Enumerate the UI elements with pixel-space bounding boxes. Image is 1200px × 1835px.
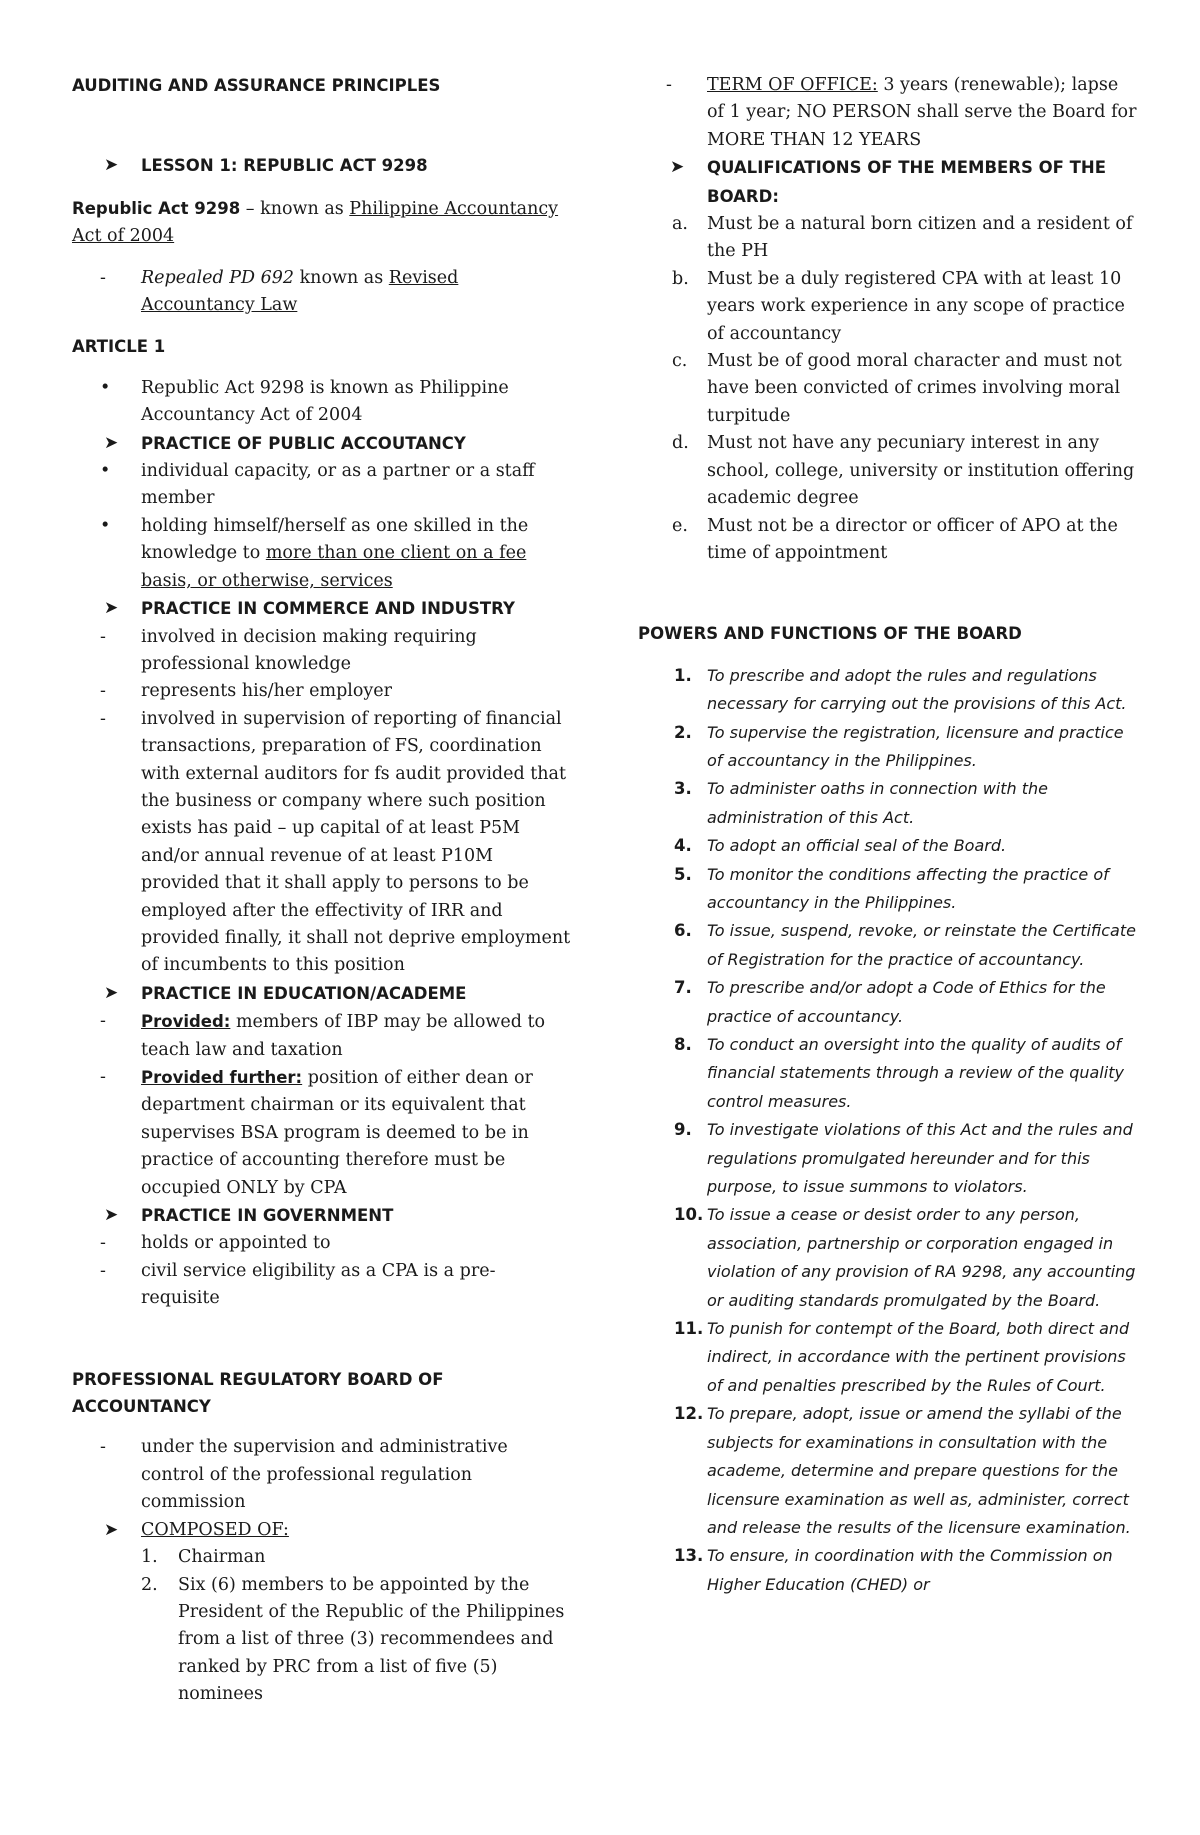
item-text: To monitor the conditions affecting the practice of accountancy in the Philippines. — [707, 864, 1109, 912]
dash-bullet: - — [100, 1437, 106, 1458]
lesson-heading: ➤ LESSON 1: REPUBLIC ACT 9298 — [72, 152, 572, 180]
arrow-bullet-icon: ➤ — [104, 598, 119, 619]
item-text: position of either dean or department chairman or its equivalent that supervises BSA program is deemed to be in practice of accounting therefore must be occupied ONLY by CPA — [141, 1068, 533, 1198]
powers-list — [638, 662, 1138, 1599]
item-number: 13. — [674, 1546, 704, 1566]
item-text: To prescribe and/or adopt a Code of Ethics for the practice of accountancy. — [707, 978, 1106, 1026]
item-text: holds or appointed to — [141, 1233, 331, 1254]
dash-bullet: - — [666, 75, 672, 95]
power-item — [638, 1315, 1138, 1400]
qualification-item — [638, 211, 1138, 266]
item-text: To issue, suspend, revoke, or reinstate the Certificate of Registration for the practice of accountancy. — [707, 921, 1136, 969]
item-number: 8. — [674, 1035, 692, 1054]
item-label: Provided: — [141, 1012, 231, 1032]
item-number: 1. — [141, 1547, 158, 1568]
arrow-bullet-icon: ➤ — [670, 157, 685, 178]
item-number: 5. — [674, 864, 692, 884]
composed-item — [72, 1572, 572, 1709]
item-number: 3. — [674, 779, 692, 799]
list-item — [72, 1064, 572, 1202]
subheading-text: PRACTICE IN EDUCATION/ACADEME — [141, 983, 467, 1003]
section-subheading — [72, 430, 572, 458]
item-letter: c. — [672, 351, 688, 372]
dash-bullet: - — [100, 708, 106, 729]
item-text: holding himself/herself as one skilled in the knowledge to — [141, 515, 529, 564]
list-item — [72, 706, 572, 980]
left-column — [72, 0, 572, 1709]
arrow-bullet-icon: ➤ — [104, 155, 119, 176]
item-letter: b. — [672, 268, 689, 289]
item-text: To adopt an official seal of the Board. — [707, 836, 1007, 856]
section-subheading — [72, 1202, 572, 1230]
item-text: represents his/her employer — [141, 681, 393, 702]
item-letter: a. — [672, 214, 688, 235]
item-text: Republic Act 9298 is known as Philippine Accountancy Act of 2004 — [141, 377, 509, 426]
dash-bullet: - — [100, 1067, 106, 1087]
dash-bullet: - — [100, 1260, 106, 1281]
composed-item — [72, 1544, 572, 1571]
item-letter: e. — [672, 515, 688, 536]
arrow-bullet-icon: ➤ — [104, 982, 119, 1003]
item-text: members of IBP may be allowed to teach law and taxation — [141, 1012, 546, 1060]
item-text: To administer oaths in connection with the administration of this Act. — [707, 779, 1048, 827]
item-number: 1. — [674, 665, 692, 685]
arrow-bullet-icon: ➤ — [104, 1205, 119, 1226]
article-1-list — [72, 375, 572, 1313]
item-label: Provided further: — [141, 1068, 303, 1087]
item-text: Six (6) members to be appointed by the President of the Republic of the Philippines from a list of three (3) recommendees and ranked by PRC from a list of five (5) nominees — [178, 1574, 565, 1705]
list-item — [72, 1230, 572, 1257]
list-item — [72, 458, 572, 513]
power-item — [638, 832, 1138, 860]
power-item — [638, 1031, 1138, 1116]
item-number: 9. — [674, 1120, 692, 1140]
item-text: To ensure, in coordination with the Commission on Higher Education (CHED) or — [707, 1546, 1113, 1594]
item-text: involved in supervision of reporting of financial transactions, preparation of FS, coordination with external auditors for fs audit provided that the business or company where such position exists has paid – up capital of at least P5M and/or annual revenue of at least P10M provided that it shall apply to persons to be employed after the effectivity of IRR and provided finally, it shall not deprive employment of incumbents to this position — [141, 708, 571, 976]
arrow-bullet-icon: ➤ — [104, 1519, 119, 1540]
dash-bullet: - — [100, 1011, 106, 1032]
item-text: Must not have any pecuniary interest in any school, college, university or institution offering academic degree — [707, 433, 1135, 509]
power-item — [638, 1400, 1138, 1542]
dash-bullet: - — [100, 626, 106, 647]
power-item — [638, 861, 1138, 918]
item-text: To prepare, adopt, issue or amend the syllabi of the subjects for examinations in consultation with the academe, determine and prepare questions for the licensure examination as well as, administer, correct and release the results of the licensure examination. — [707, 1404, 1131, 1537]
qualification-item — [638, 430, 1138, 512]
item-text: Must not be a director or officer of APO at the time of appointment — [707, 515, 1118, 563]
item-number: 10. — [674, 1205, 704, 1225]
power-item — [638, 1542, 1138, 1599]
item-text: Must be a natural born citizen and a resident of the PH — [707, 214, 1133, 262]
power-item — [638, 917, 1138, 974]
powers-heading: POWERS AND FUNCTIONS OF THE BOARD — [638, 624, 1022, 644]
qualifications-list — [638, 211, 1138, 567]
section-subheading — [72, 595, 572, 623]
bullet-dot: • — [100, 515, 111, 536]
list-item — [72, 1008, 572, 1064]
list-item — [72, 678, 572, 705]
bullet-dot: • — [100, 461, 111, 482]
power-item — [638, 719, 1138, 776]
list-item — [72, 624, 572, 679]
item-text: involved in decision making requiring professional knowledge — [141, 626, 477, 674]
composed-list — [72, 1544, 572, 1708]
list-item — [72, 513, 572, 595]
item-text: Must be of good moral character and must not have been convicted of crimes involving moral turpitude — [707, 351, 1122, 426]
repealed-note: - Repealed PD 692 known as Revised Accountancy Law — [72, 265, 572, 320]
item-text: Must be a duly registered CPA with at least 10 years work experience in any scope of practice of accountancy — [707, 268, 1125, 344]
power-item — [638, 1201, 1138, 1315]
item-text: To prescribe and adopt the rules and regulations necessary for carrying out the provisions of this Act. — [707, 665, 1127, 714]
item-number: 6. — [674, 921, 692, 941]
qualifications-heading: ➤ QUALIFICATIONS OF THE MEMBERS OF THE BOARD: — [638, 154, 1138, 211]
board-heading: PROFESSIONAL REGULATORY BOARD OF ACCOUNTANCY — [72, 1369, 444, 1417]
ra-intro: Republic Act 9298 – known as Philippine Accountancy Act of 2004 — [72, 198, 559, 247]
section-subheading — [72, 980, 572, 1008]
document-title: AUDITING AND ASSURANCE PRINCIPLES — [72, 76, 441, 95]
item-number: 7. — [674, 978, 692, 998]
right-column — [638, 0, 1138, 1599]
arrow-bullet-icon: ➤ — [104, 432, 119, 453]
power-item — [638, 775, 1138, 832]
term-of-office: - TERM OF OFFICE: 3 years (renewable); lapse of 1 year; NO PERSON shall serve the Board for MORE THAN 12 YEARS — [638, 72, 1138, 154]
subheading-text: PRACTICE IN COMMERCE AND INDUSTRY — [141, 599, 515, 619]
power-item — [638, 1116, 1138, 1201]
power-item — [638, 974, 1138, 1031]
item-text: To supervise the registration, licensure and practice of accountancy in the Philippines. — [707, 722, 1124, 770]
item-underlined-text: more than one client on a fee basis, or otherwise, services — [141, 543, 527, 591]
item-number: 11. — [674, 1319, 704, 1339]
composed-heading: ➤ COMPOSED OF: — [72, 1517, 572, 1544]
board-note: - under the supervision and administrative control of the professional regulation commission — [72, 1434, 572, 1516]
item-text: To punish for contempt of the Board, both direct and indirect, in accordance with the pertinent provisions of and penalties prescribed by the Rules of Court. — [707, 1319, 1130, 1395]
subheading-text: PRACTICE OF PUBLIC ACCOUTANCY — [141, 433, 466, 453]
subheading-text: PRACTICE IN GOVERNMENT — [141, 1206, 394, 1226]
dash-bullet: - — [100, 681, 106, 702]
item-letter: d. — [672, 433, 689, 454]
article-1-heading: ARTICLE 1 — [72, 337, 166, 357]
item-number: 2. — [141, 1574, 158, 1595]
item-text: To conduct an oversight into the quality of audits of financial statements through a review of the quality control measures. — [707, 1035, 1124, 1111]
item-number: 4. — [674, 836, 692, 856]
list-item — [72, 1258, 572, 1313]
item-text: To issue a cease or desist order to any person, association, partnership or corporation engaged in violation of any provision of RA 9298, any accounting or auditing standards promulgated by the Board. — [707, 1205, 1136, 1310]
item-number: 2. — [674, 722, 692, 742]
power-item — [638, 662, 1138, 719]
bullet-dot: • — [100, 377, 111, 398]
item-text: civil service eligibility as a CPA is a pre-requisite — [141, 1260, 496, 1309]
item-text: individual capacity, or as a partner or a staff member — [141, 461, 535, 509]
dash-bullet: - — [100, 1233, 106, 1254]
qualification-item — [638, 348, 1138, 430]
qualification-item — [638, 266, 1138, 348]
item-number: 12. — [674, 1404, 704, 1424]
item-text: Chairman — [178, 1547, 266, 1568]
dash-bullet: - — [100, 267, 106, 288]
qualification-item — [638, 513, 1138, 568]
list-item — [72, 375, 572, 430]
item-text: To investigate violations of this Act and the rules and regulations promulgated hereunder and for this purpose, to issue summons to violators. — [707, 1120, 1133, 1197]
